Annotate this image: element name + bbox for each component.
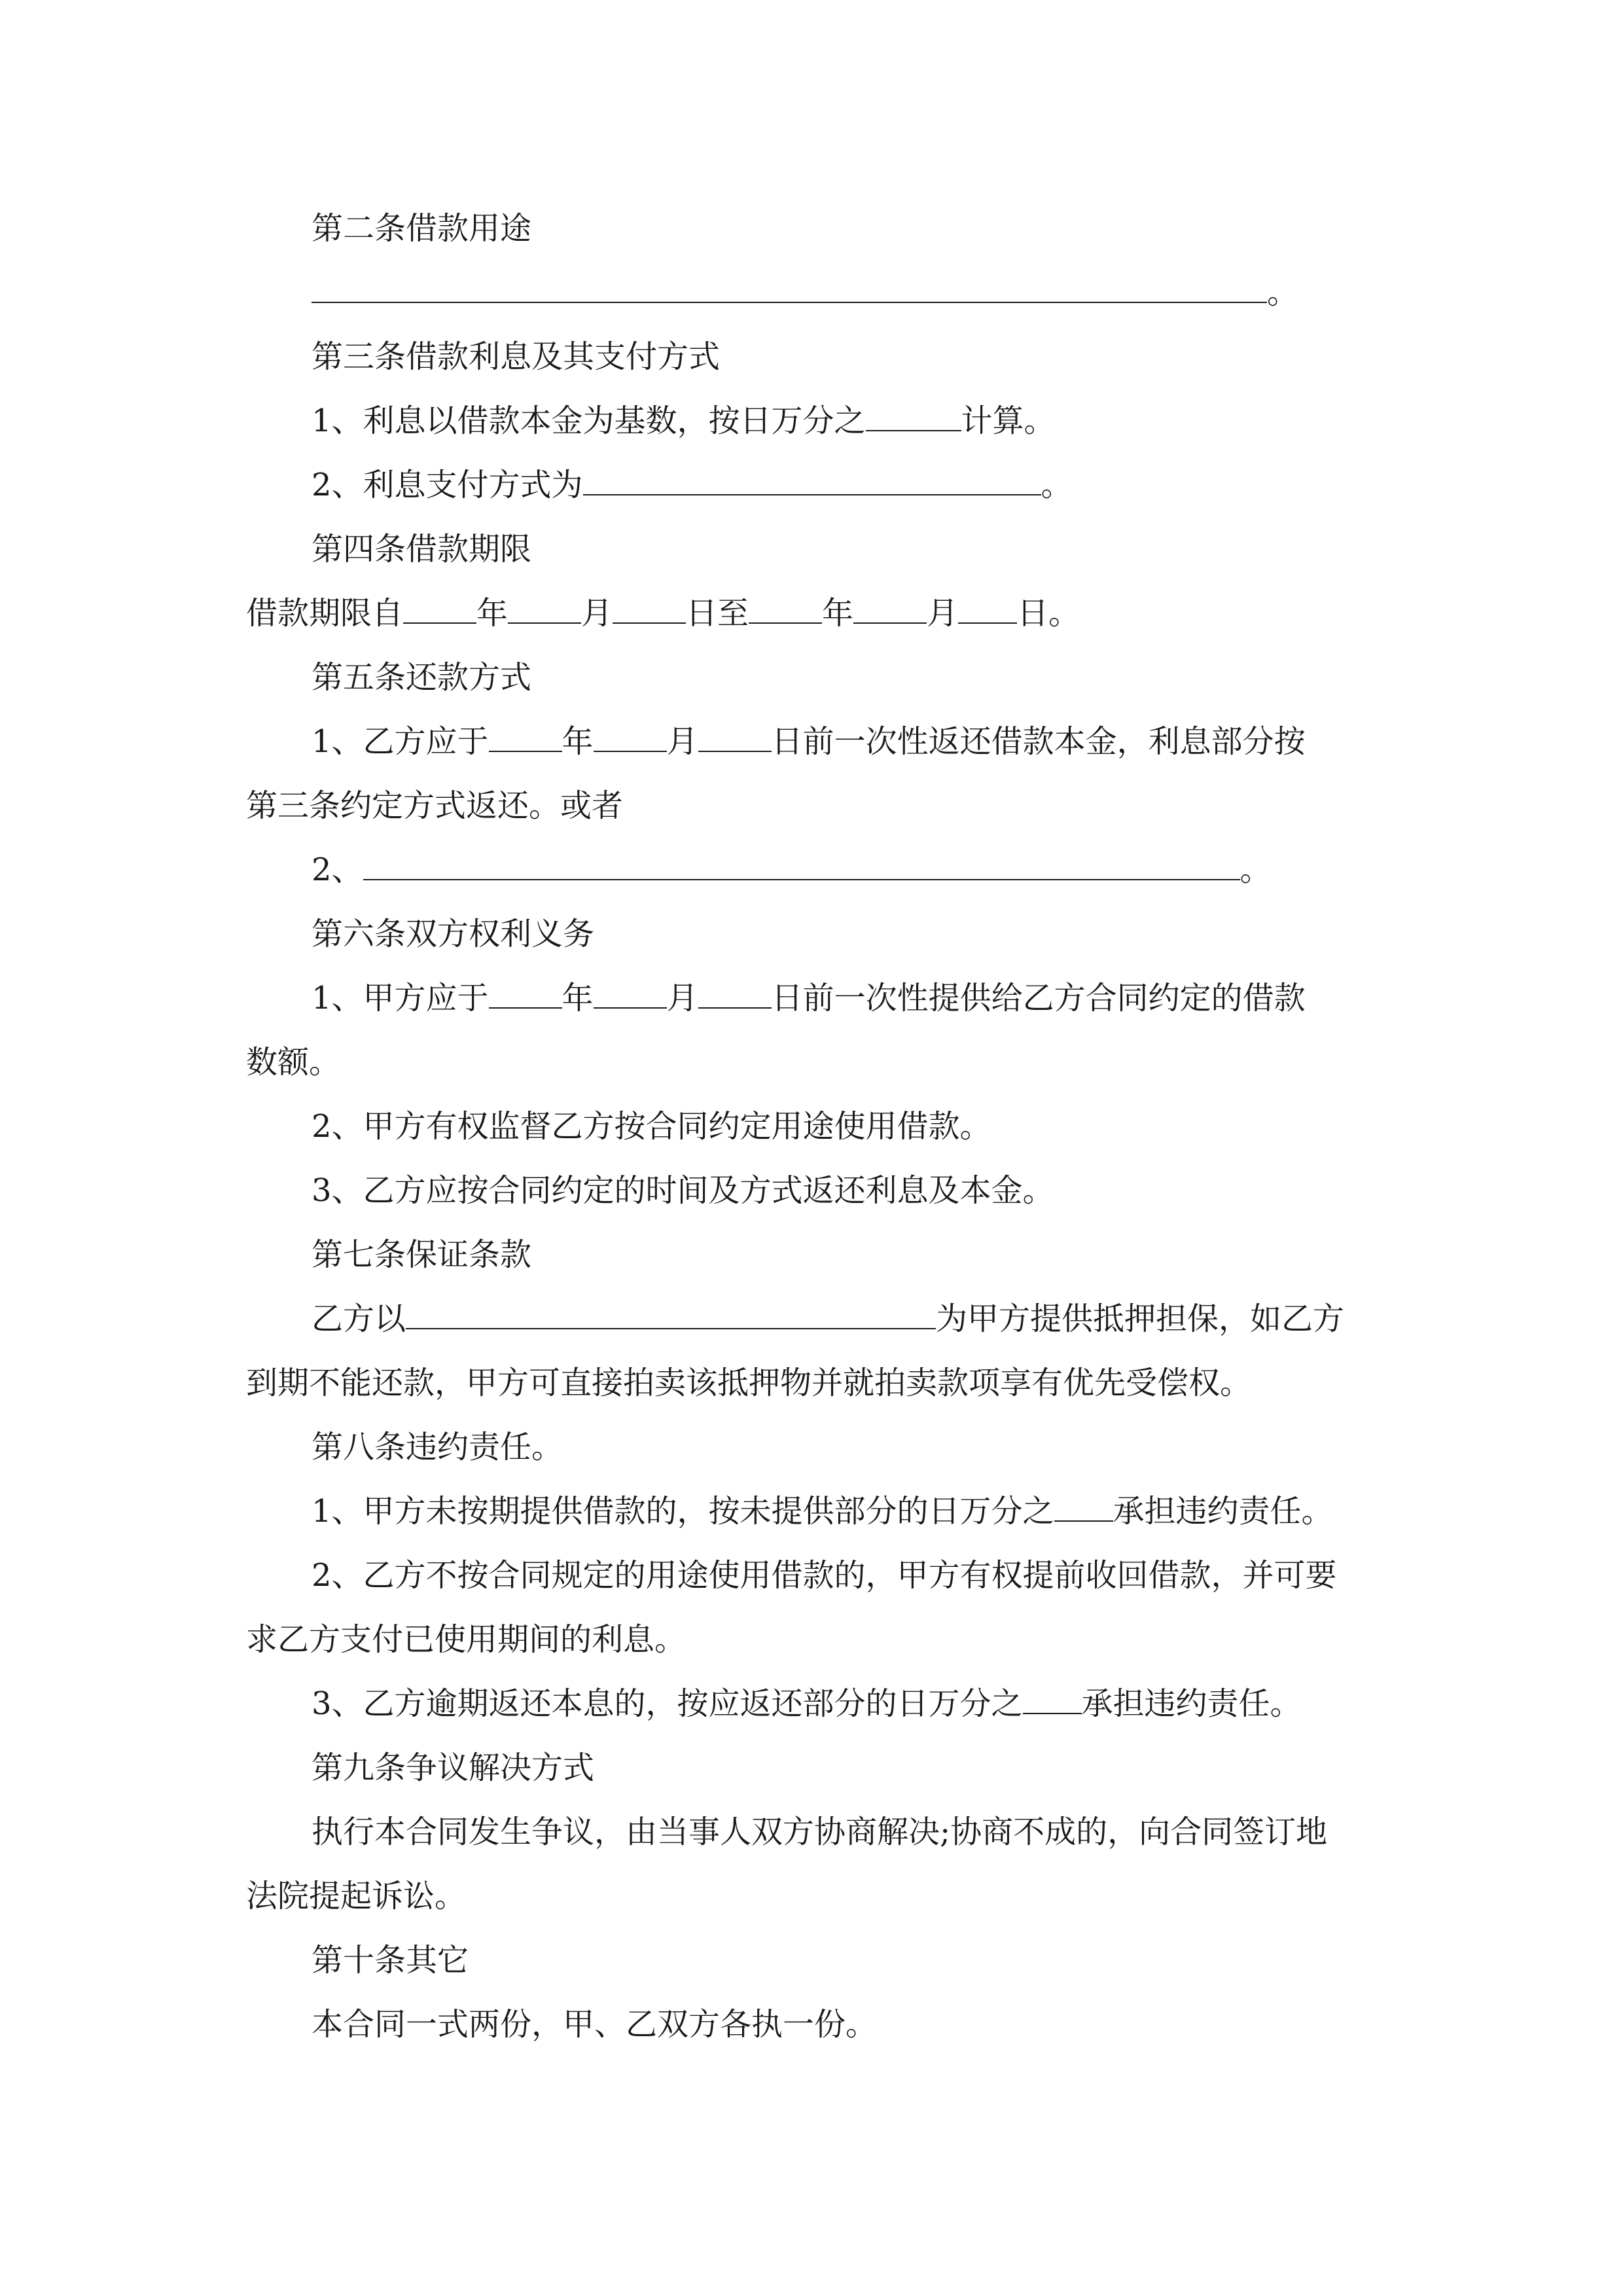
art2-blank-line: 。 [246, 260, 1385, 325]
art6-item3: 3、乙方应按合同约定的时间及方式返还利息及本金。 [312, 1172, 1054, 1209]
art8-item1: 1、甲方未按期提供借款的，按未提供部分的日万分之 承担违约责任。 [312, 1493, 1333, 1530]
penalty-rate-blank-1 [1054, 1494, 1113, 1522]
art10-line: 本合同一式两份，甲、乙双方各执一份。 [312, 2006, 878, 2043]
art5-item1-cont: 第三条约定方式返还。或者 [246, 787, 624, 824]
art6-title: 第六条双方权利义务 [312, 916, 595, 952]
art9-line2: 法院提起诉讼。 [246, 1878, 467, 1914]
art4-title: 第四条借款期限 [312, 531, 532, 567]
alt-repay-blank [363, 853, 1240, 880]
art7-line2: 到期不能还款，甲方可直接拍卖该抵押物并就拍卖款项享有优先受偿权。 [246, 1365, 1252, 1401]
art9-line1: 执行本合同发生争议，由当事人双方协商解决;协商不成的，向合同签订地 [312, 1814, 1328, 1850]
art3-title: 第三条借款利息及其支付方式 [312, 338, 721, 375]
penalty-rate-blank-2 [1023, 1687, 1082, 1714]
art5-item2: 2、 。 [312, 852, 1272, 888]
repay-month-blank [594, 725, 667, 752]
art8-item3: 3、乙方逾期返还本息的，按应返还部分的日万分之 承担违约责任。 [312, 1685, 1302, 1722]
art6-item1-cont: 数额。 [246, 1044, 341, 1081]
art5-item1: 1、乙方应于 年 月 日前一次性返还借款本金，利息部分按 [312, 723, 1306, 760]
pledge-item-blank [406, 1302, 936, 1329]
art10-title: 第十条其它 [312, 1942, 469, 1979]
payment-method-blank [583, 468, 1041, 495]
interest-rate-blank [866, 404, 961, 431]
art2-title: 第二条借款用途 [312, 210, 532, 247]
art3-item2: 2、利息支付方式为 。 [312, 467, 1073, 503]
end-day-blank [958, 596, 1017, 624]
art6-item2: 2、甲方有权监督乙方按合同约定用途使用借款。 [312, 1108, 991, 1145]
end-year-blank [749, 596, 822, 624]
contract-body [246, 196, 1385, 2056]
art2-purpose-blank [312, 276, 1267, 303]
start-month-blank [508, 596, 581, 624]
provide-year-blank [489, 981, 562, 1009]
end-month-blank [853, 596, 927, 624]
art7-title: 第七条保证条款 [312, 1236, 532, 1273]
art9-title: 第九条争议解决方式 [312, 1749, 595, 1786]
provide-month-blank [594, 981, 667, 1009]
art6-item1: 1、甲方应于 年 月 日前一次性提供给乙方合同约定的借款 [312, 980, 1306, 1016]
start-year-blank [403, 596, 476, 624]
art8-item2-line1: 2、乙方不按合同规定的用途使用借款的，甲方有权提前收回借款，并可要 [312, 1557, 1337, 1594]
art7-line1: 乙方以 为甲方提供抵押担保，如乙方 [312, 1300, 1345, 1337]
art4-period-line: 借款期限自 年 月 日至 年 月 日。 [246, 595, 1080, 632]
art5-title: 第五条还款方式 [312, 659, 532, 696]
art8-item2-line2: 求乙方支付已使用期间的利息。 [246, 1621, 687, 1658]
art3-item1: 1、利息以借款本金为基数，按日万分之 计算。 [312, 403, 1056, 439]
art8-title: 第八条违约责任。 [312, 1429, 563, 1465]
repay-day-blank [698, 725, 772, 752]
start-day-blank [613, 596, 686, 624]
provide-day-blank [698, 981, 772, 1009]
repay-year-blank [489, 725, 562, 752]
